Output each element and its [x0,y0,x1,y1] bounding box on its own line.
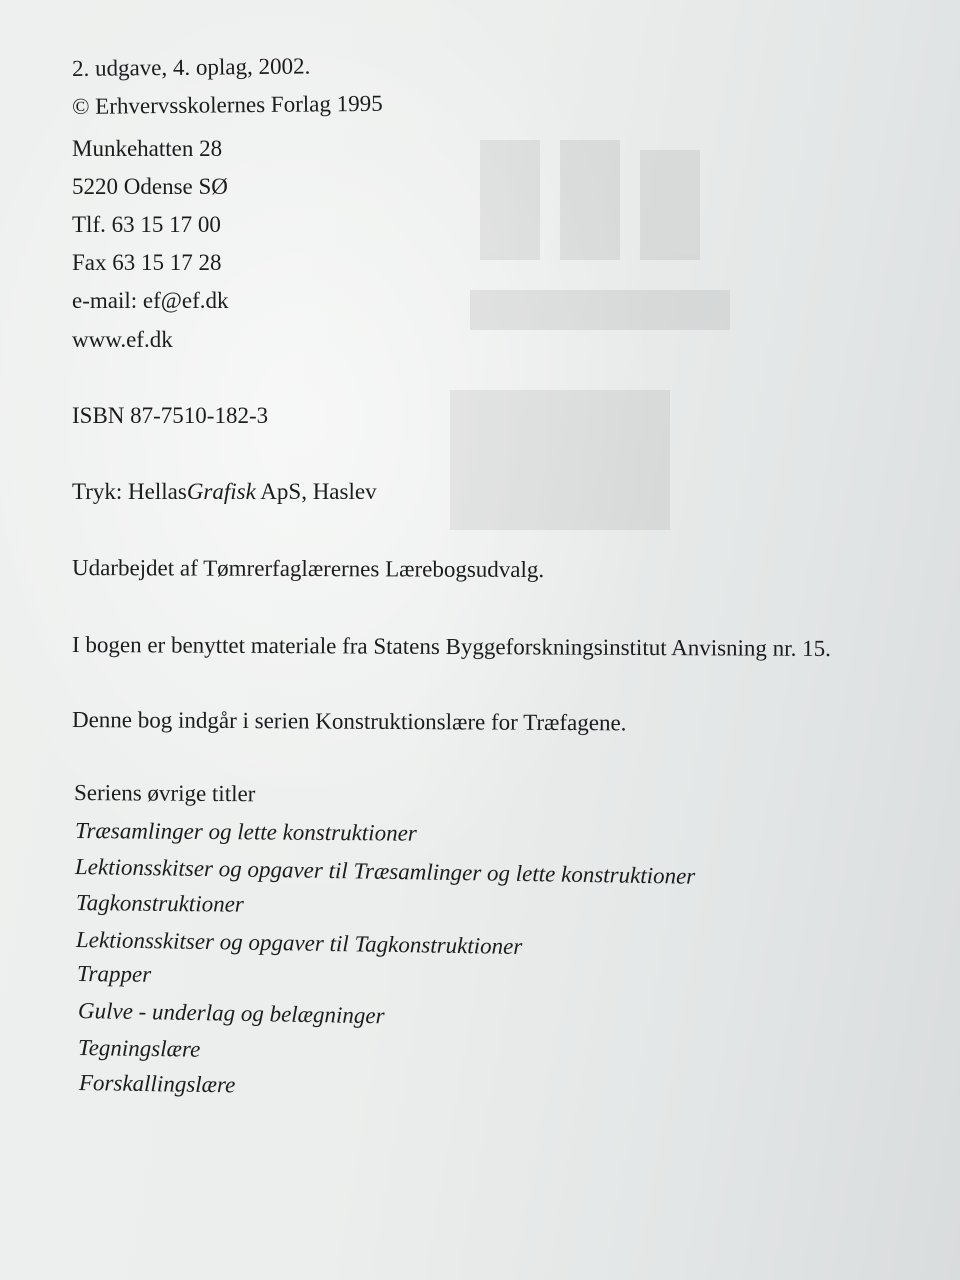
edition-line: 2. udgave, 4. oplag, 2002. [71,53,311,81]
title-item: Lektionsskitser og opgaver til Tagkonstruktioner [75,927,523,960]
copyright-line: © Erhvervsskolernes Forlag 1995 [71,90,383,119]
phone-line: Tlf. 63 15 17 00 [72,212,221,237]
title-item: Forskallingslære [78,1070,236,1098]
prepared-by-line: Udarbejdet af Tømrerfaglærernes Lærebogsudvalg. [71,555,545,583]
series-line: Denne bog indgår i serien Konstruktionslære for Træfagene. [71,707,627,736]
title-item: Gulve - underlag og belægninger [77,998,385,1029]
printer-prefix: Tryk: Hellas [72,479,187,504]
address-city: 5220 Odense SØ [72,174,228,199]
printer-line [72,480,377,503]
address-street: Munkehatten 28 [72,136,223,161]
fax-line: Fax 63 15 17 28 [72,250,222,275]
title-item: Trapper [76,961,152,987]
title-item: Træsamlinger og lette konstruktioner [74,818,417,846]
material-line: I bogen er benyttet materiale fra Statens Byggeforskningsinstitut Anvisning nr. 15. [71,632,831,661]
title-item: Tagkonstruktioner [75,890,244,917]
title-item: Tegningslære [77,1035,201,1062]
email-line: e-mail: ef@ef.dk [72,288,229,313]
web-line: www.ef.dk [72,327,173,352]
printer-italic: Grafisk [186,479,256,504]
other-titles-heading: Seriens øvrige titler [73,780,256,807]
show-through-print [440,120,740,540]
isbn-line: ISBN 87-7510-182-3 [72,403,269,428]
printer-suffix: ApS, Haslev [255,479,377,504]
title-item: Lektionsskitser og opgaver til Træsamlinger og lette konstruktioner [74,854,696,889]
